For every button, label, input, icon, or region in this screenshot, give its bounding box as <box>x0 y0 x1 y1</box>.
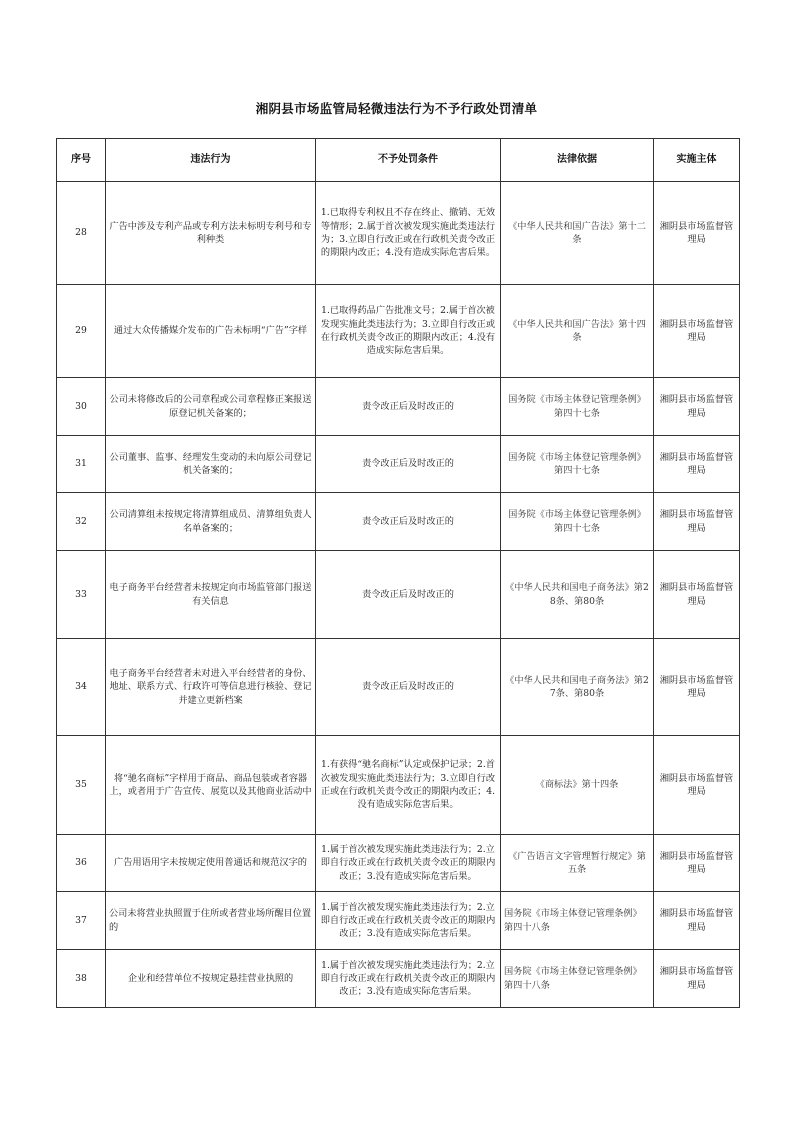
row-condition: 1.已取得药品广告批准文号；2.属于首次被发现实施此类违法行为；3.立即自行改正或在行政机关责令改正的期限内改正；4.没有造成实际危害后果。 <box>316 285 501 378</box>
row-law: 《中华人民共和国电子商务法》第28条、第80条 <box>501 551 654 639</box>
document-title: 湘阴县市场监管局轻微违法行为不予行政处罚清单 <box>255 101 538 116</box>
header-no: 序号 <box>57 139 106 182</box>
row-no: 32 <box>57 493 106 551</box>
row-no: 37 <box>57 892 106 950</box>
table-header-row <box>57 139 740 182</box>
row-body: 湘阴县市场监督管理局 <box>654 835 740 892</box>
row-condition: 1.属于首次被发现实施此类违法行为；2.立即自行改正或在行政机关责令改正的期限内改正；3.没有造成实际危害后果。 <box>316 835 501 892</box>
row-condition: 1.属于首次被发现实施此类违法行为；2.立即自行改正或在行政机关责令改正的期限内改正；3.没有造成实际危害后果。 <box>316 950 501 1008</box>
row-body: 湘阴县市场监督管理局 <box>654 736 740 835</box>
header-behavior: 违法行为 <box>106 139 316 182</box>
row-behavior: 公司董事、监事、经理发生变动的未向原公司登记机关备案的； <box>106 436 316 493</box>
row-law: 《中华人民共和国电子商务法》第27条、第80条 <box>501 639 654 736</box>
row-behavior: 电子商务平台经营者未对进入平台经营者的身份、地址、联系方式、行政许可等信息进行核验、登记并建立更新档案 <box>106 639 316 736</box>
row-condition: 责令改正后及时改正的 <box>316 436 501 493</box>
row-no: 36 <box>57 835 106 892</box>
row-no: 35 <box>57 736 106 835</box>
row-condition: 1.已取得专利权且不存在终止、撤销、无效等情形；2.属于首次被发现实施此类违法行为；3.立即自行改正或在行政机关责令改正的期限内改正；4.没有造成实际危害后果。 <box>316 182 501 285</box>
row-body: 湘阴县市场监督管理局 <box>654 551 740 639</box>
row-condition: 责令改正后及时改正的 <box>316 551 501 639</box>
row-body: 湘阴县市场监督管理局 <box>654 892 740 950</box>
row-condition: 责令改正后及时改正的 <box>316 378 501 436</box>
row-law: 《中华人民共和国广告法》第十二条 <box>501 182 654 285</box>
row-law: 《商标法》第十四条 <box>501 736 654 835</box>
table-row <box>57 736 740 835</box>
row-behavior: 公司未将修改后的公司章程或公司章程修正案报送原登记机关备案的； <box>106 378 316 436</box>
row-condition: 1.属于首次被发现实施此类违法行为；2.立即自行改正或在行政机关责令改正的期限内改正；3.没有造成实际危害后果。 <box>316 892 501 950</box>
row-no: 34 <box>57 639 106 736</box>
row-behavior: 将“驰名商标”字样用于商品、商品包装或者容器上，或者用于广告宣传、展览以及其他商业活动中 <box>106 736 316 835</box>
row-law: 《中华人民共和国广告法》第十四条 <box>501 285 654 378</box>
row-no: 30 <box>57 378 106 436</box>
table-row <box>57 639 740 736</box>
row-body: 湘阴县市场监督管理局 <box>654 182 740 285</box>
row-behavior: 广告用语用字未按规定使用普通话和规范汉字的 <box>106 835 316 892</box>
row-no: 38 <box>57 950 106 1008</box>
header-body: 实施主体 <box>654 139 740 182</box>
row-behavior: 广告中涉及专利产品或专利方法未标明专利号和专利种类 <box>106 182 316 285</box>
row-body: 湘阴县市场监督管理局 <box>654 950 740 1008</box>
row-law: 国务院《市场主体登记管理条例》第四十七条 <box>501 378 654 436</box>
row-body: 湘阴县市场监督管理局 <box>654 493 740 551</box>
row-condition: 责令改正后及时改正的 <box>316 493 501 551</box>
row-behavior: 企业和经营单位不按规定悬挂营业执照的 <box>106 950 316 1008</box>
row-body: 湘阴县市场监督管理局 <box>654 639 740 736</box>
penalty-exemption-table <box>56 138 740 1008</box>
table-row <box>57 950 740 1008</box>
row-law: 国务院《市场主体登记管理条例》第四十八条 <box>501 892 654 950</box>
table-row <box>57 285 740 378</box>
table-row <box>57 551 740 639</box>
row-condition: 责令改正后及时改正的 <box>316 639 501 736</box>
table-row <box>57 378 740 436</box>
table-row <box>57 436 740 493</box>
row-no: 28 <box>57 182 106 285</box>
row-body: 湘阴县市场监督管理局 <box>654 285 740 378</box>
header-condition: 不予处罚条件 <box>316 139 501 182</box>
row-law: 国务院《市场主体登记管理条例》第四十七条 <box>501 493 654 551</box>
row-body: 湘阴县市场监督管理局 <box>654 378 740 436</box>
row-behavior: 公司清算组未按规定将清算组成员、清算组负责人名单备案的； <box>106 493 316 551</box>
row-body: 湘阴县市场监督管理局 <box>654 436 740 493</box>
table-row <box>57 892 740 950</box>
row-law: 国务院《市场主体登记管理条例》第四十七条 <box>501 436 654 493</box>
table-row <box>57 835 740 892</box>
table-row <box>57 182 740 285</box>
row-behavior: 通过大众传播媒介发布的广告未标明“广告”字样 <box>106 285 316 378</box>
row-behavior: 电子商务平台经营者未按规定向市场监管部门报送有关信息 <box>106 551 316 639</box>
row-law: 国务院《市场主体登记管理条例》第四十八条 <box>501 950 654 1008</box>
row-behavior: 公司未将营业执照置于住所或者营业场所醒目位置的 <box>106 892 316 950</box>
table-row <box>57 493 740 551</box>
row-no: 33 <box>57 551 106 639</box>
row-no: 29 <box>57 285 106 378</box>
row-law: 《广告语言文字管理暂行规定》第五条 <box>501 835 654 892</box>
row-no: 31 <box>57 436 106 493</box>
row-condition: 1.有获得“驰名商标”认定或保护记录；2.首次被发现实施此类违法行为；3.立即自行改正或在行政机关责令改正的期限内改正；4.没有造成实际危害后果。 <box>316 736 501 835</box>
header-law: 法律依据 <box>501 139 654 182</box>
